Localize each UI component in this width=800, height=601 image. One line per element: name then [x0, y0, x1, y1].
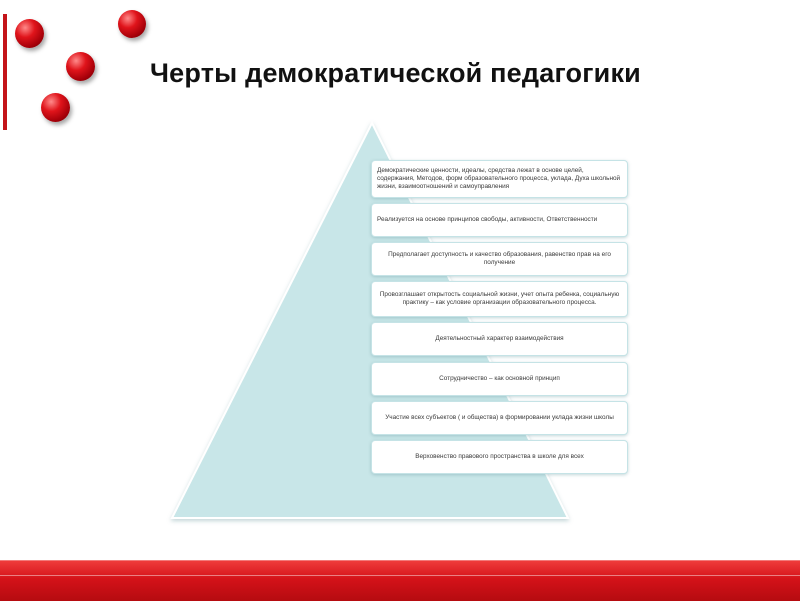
pyramid-item-text: Деятельностный характер взаимодействия	[435, 335, 564, 342]
pyramid-item	[371, 322, 628, 356]
footer-red-band	[0, 560, 800, 601]
pyramid-item-text: Участие всех субъектов ( и общества) в формировании уклада жизни школы	[385, 414, 614, 421]
pyramid-item-text: Демократические ценности, идеалы, средства лежат в основе целей, содержания, Методов, форм образовательного процесса, уклада, Духа школьной жизни, взаимоотношений и самоуправления	[377, 167, 621, 190]
pyramid-item	[371, 362, 628, 396]
pyramid-item	[371, 401, 628, 435]
pyramid-item	[371, 281, 628, 317]
pyramid-item	[371, 242, 628, 276]
pyramid-item-text: Предполагает доступность и качество образования, равенство прав на его получение	[388, 251, 611, 266]
pyramid-item	[371, 203, 628, 237]
pyramid-item-text: Сотрудничество – как основной принцип	[439, 375, 560, 382]
pyramid-item-text: Провозглашает открытость социальной жизни, учет опыта ребенка, социальную практику – как условие организации образовательного процесса.	[379, 291, 620, 306]
slide-title: Черты демократической педагогики	[150, 58, 641, 88]
pyramid-item-text: Верховенство правового пространства в школе для всех	[415, 453, 584, 460]
pyramid-item	[371, 160, 628, 198]
pyramid-item-text: Реализуется на основе принципов свободы, активности, Ответственности	[377, 216, 598, 223]
pyramid-item	[371, 440, 628, 474]
footer-band-highlight	[0, 575, 800, 576]
